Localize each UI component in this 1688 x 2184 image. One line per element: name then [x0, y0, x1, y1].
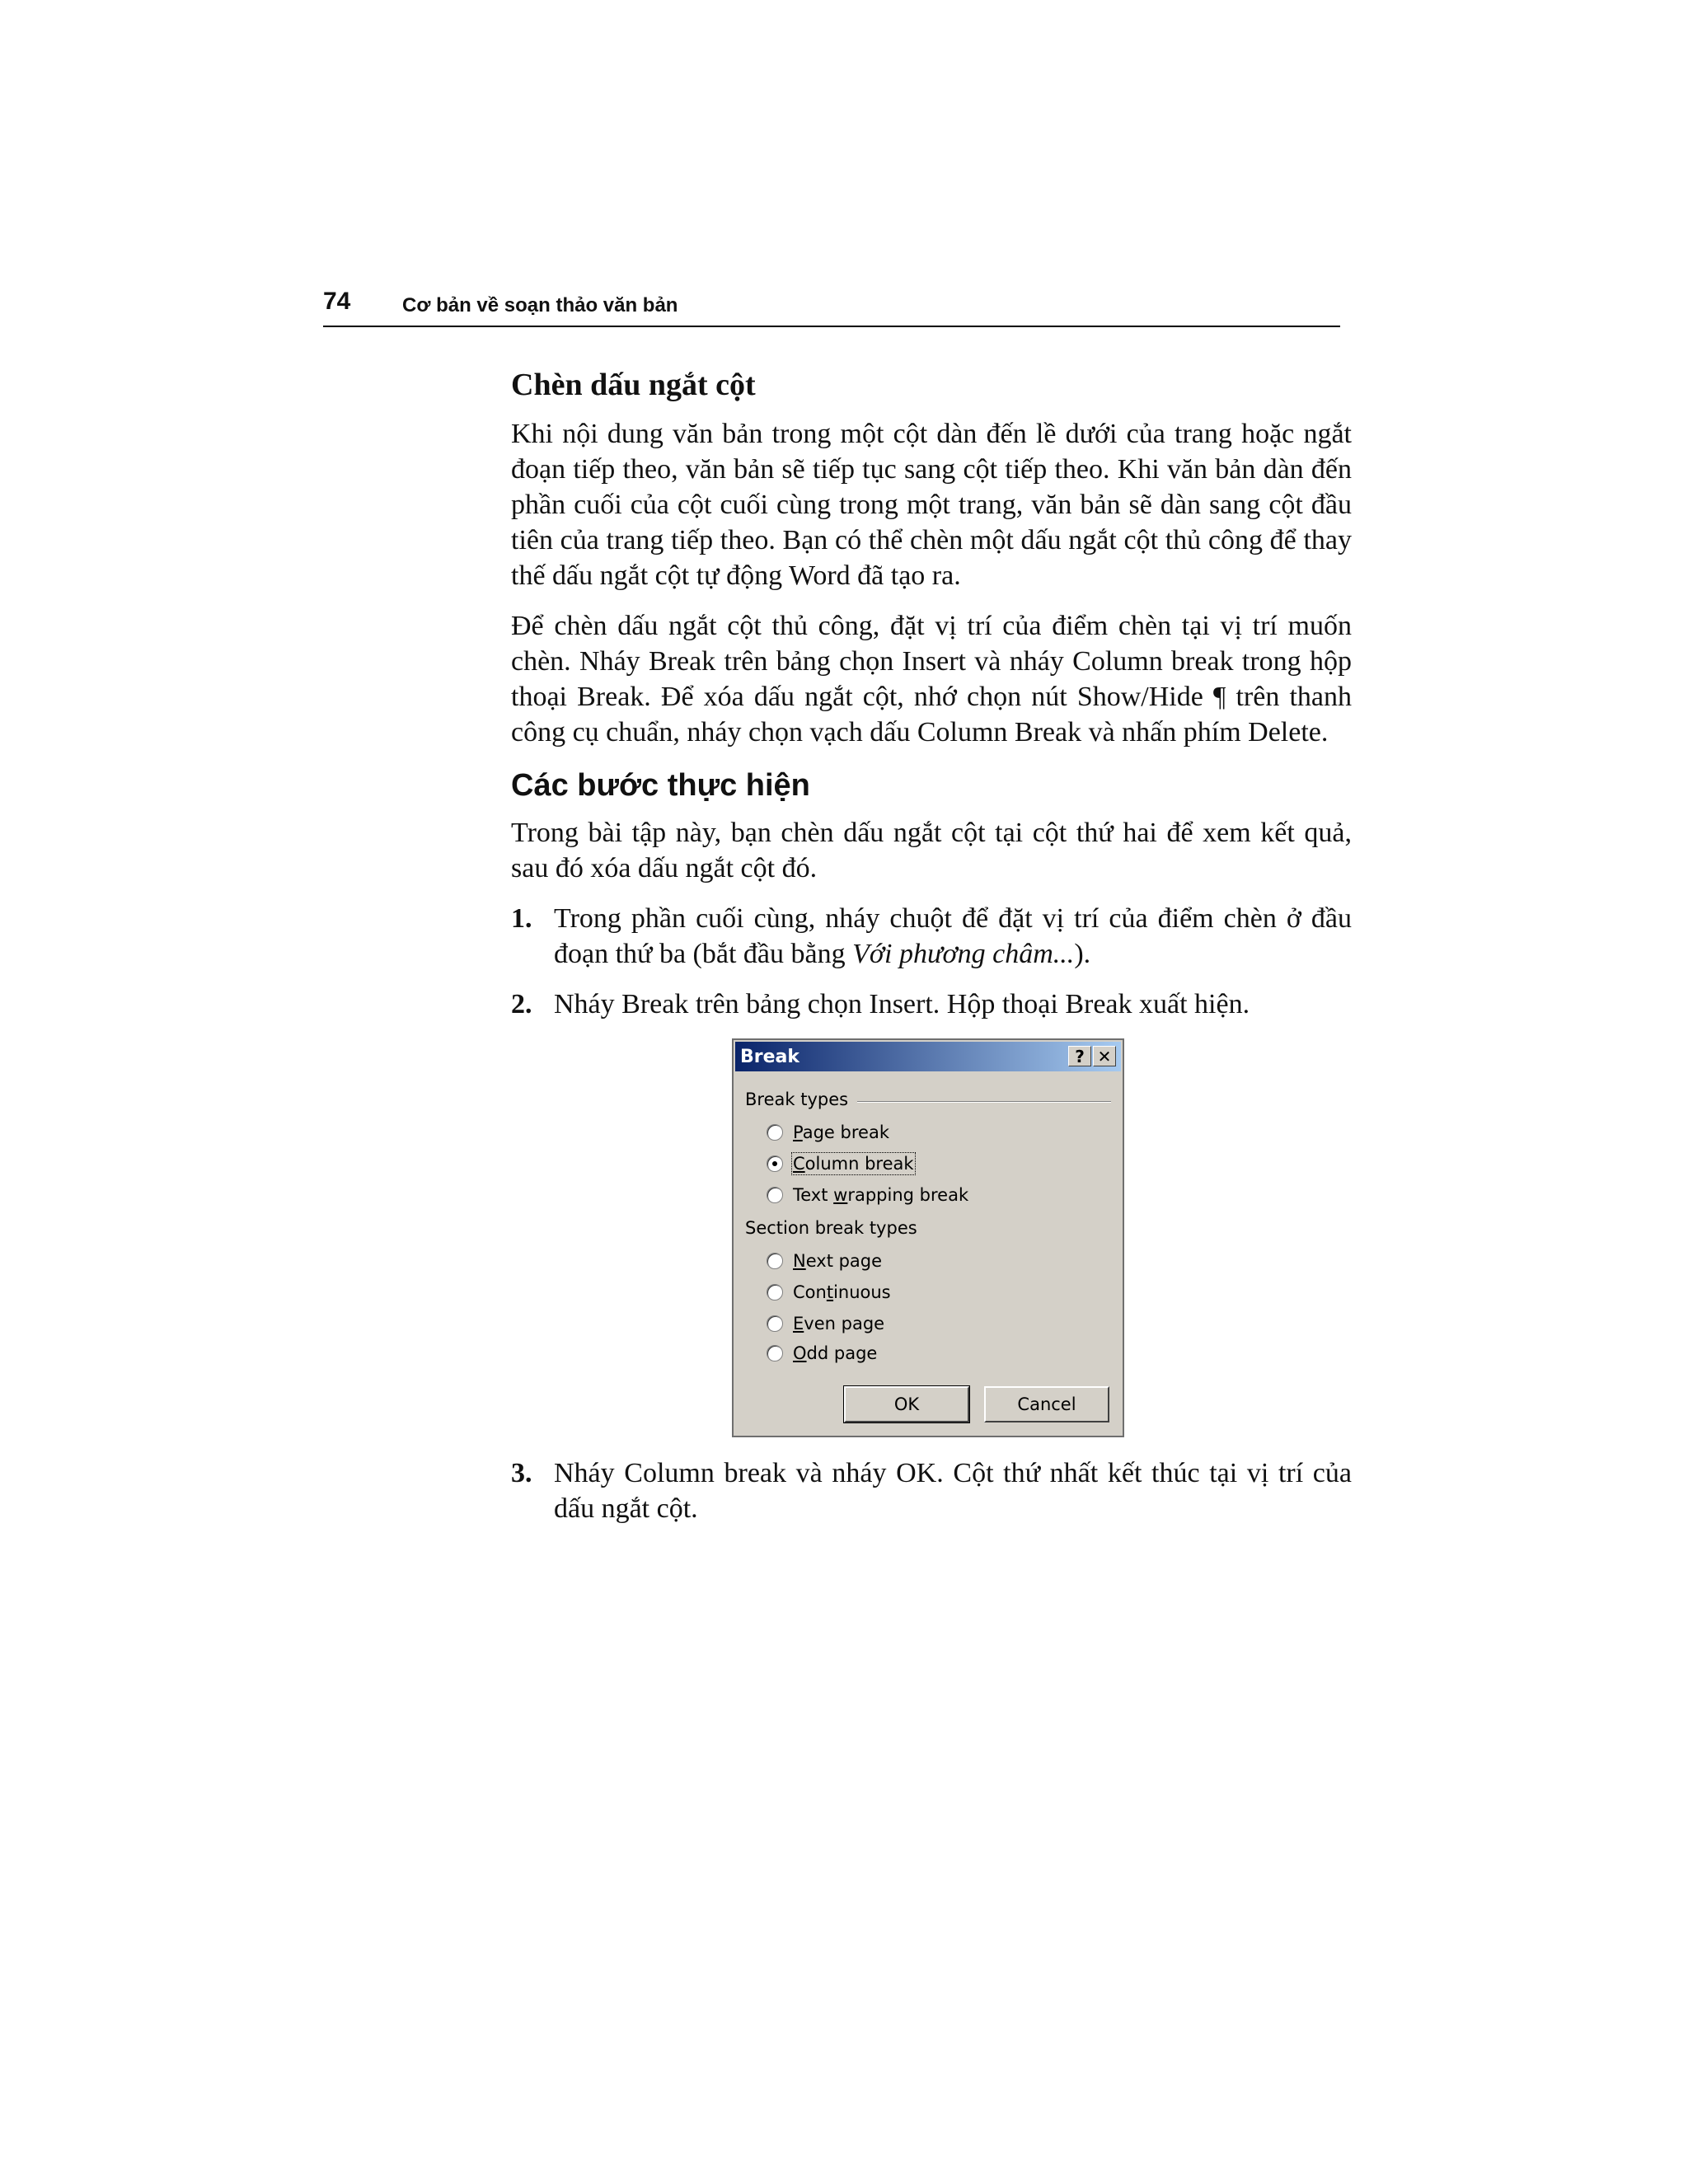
radio-odd-page[interactable] — [767, 1343, 877, 1363]
radio-label: Page break — [793, 1122, 889, 1142]
step-text: Nháy Break trên bảng chọn Insert. Hộp thoại Break xuất hiện. — [554, 989, 1250, 1019]
paragraph-2: Để chèn dấu ngắt cột thủ công, đặt vị trí của điểm chèn tại vị trí muốn chèn. Nháy Break trên bảng chọn Insert và nháy Column break trong hộp thoại Break. Để xóa dấu ngắt cột, nhớ chọn nút Show/Hide ¶ trên thanh công cụ chuẩn, nháy chọn vạch dấu Column Break và nhấn phím Delete. — [511, 611, 1352, 748]
radio-circle[interactable] — [767, 1284, 783, 1301]
radio-text-wrapping-break[interactable] — [767, 1185, 968, 1205]
radio-circle[interactable] — [767, 1345, 783, 1361]
radio-continuous[interactable] — [767, 1282, 891, 1302]
running-title: Cơ bản về soạn thảo văn bản — [402, 294, 678, 316]
page-number: 74 — [323, 288, 351, 315]
step-text-tail: ). — [1074, 939, 1091, 969]
radio-label: Next page — [793, 1251, 883, 1271]
radio-circle-selected[interactable] — [767, 1155, 783, 1172]
step-text: Nháy Column break và nháy OK. Cột thứ nhất kết thúc tại vị trí của dấu ngắt cột. — [554, 1458, 1352, 1524]
dialog-titlebar[interactable] — [735, 1042, 1121, 1071]
section-heading-steps: Các bước thực hiện — [511, 768, 810, 803]
step-number: 2. — [511, 989, 532, 1019]
step-number: 1. — [511, 903, 532, 934]
radio-label: Odd page — [793, 1343, 878, 1363]
step-item — [511, 1455, 1352, 1526]
steps-intro: Trong bài tập này, bạn chèn dấu ngắt cột tại cột thứ hai để xem kết quả, sau đó xóa dấu ngắt cột đó. — [511, 818, 1352, 883]
help-icon: ? — [1075, 1046, 1085, 1066]
radio-circle[interactable] — [767, 1124, 783, 1141]
break-dialog — [732, 1038, 1124, 1437]
paragraph-1: Khi nội dung văn bản trong một cột dàn đến lề dưới của trang hoặc ngắt đoạn tiếp theo, văn bản sẽ tiếp tục sang cột tiếp theo. Khi văn bản dàn đến phần cuối của cột cuối cùng trong một trang, văn bản sẽ dàn sang cột đầu tiên của trang tiếp theo. Bạn có thể chèn một dấu ngắt cột thủ công để thay thế dấu ngắt cột tự động Word đã tạo ra. — [511, 419, 1352, 591]
help-button[interactable] — [1068, 1046, 1091, 1066]
radio-circle[interactable] — [767, 1253, 783, 1269]
break-types-label: Break types — [745, 1090, 849, 1109]
page-content — [511, 367, 1352, 1541]
radio-next-page[interactable] — [767, 1251, 882, 1271]
cancel-button[interactable]: Cancel — [984, 1386, 1109, 1422]
radio-column-break[interactable] — [767, 1154, 914, 1174]
radio-page-break[interactable] — [767, 1122, 889, 1142]
radio-label: Column break — [793, 1154, 914, 1174]
step-text — [554, 903, 1352, 969]
radio-label: Text wrapping break — [793, 1185, 969, 1205]
ok-button[interactable]: OK — [844, 1386, 969, 1422]
radio-circle[interactable] — [767, 1187, 783, 1203]
section-heading-column-break: Chèn dấu ngắt cột — [511, 368, 756, 402]
step-text-italic: Với phương châm... — [852, 939, 1075, 969]
close-button[interactable] — [1093, 1046, 1116, 1066]
step-item — [511, 901, 1352, 972]
close-icon: ✕ — [1097, 1046, 1112, 1066]
dialog-title: Break — [740, 1047, 800, 1067]
group-divider — [857, 1101, 1111, 1103]
section-break-types-label: Section break types — [745, 1218, 917, 1238]
page-header — [323, 284, 1340, 327]
step-item — [511, 987, 1352, 1022]
radio-circle[interactable] — [767, 1315, 783, 1332]
radio-label: Continuous — [793, 1282, 891, 1302]
radio-label: Even page — [793, 1314, 885, 1333]
steps-list — [511, 901, 1352, 1526]
step-text-main: Trong phần cuối cùng, nháy chuột để đặt vị trí của điểm chèn ở đầu đoạn thứ ba (bắt đầu bằng — [554, 903, 1352, 969]
radio-even-page[interactable] — [767, 1314, 884, 1333]
step-number: 3. — [511, 1458, 532, 1488]
